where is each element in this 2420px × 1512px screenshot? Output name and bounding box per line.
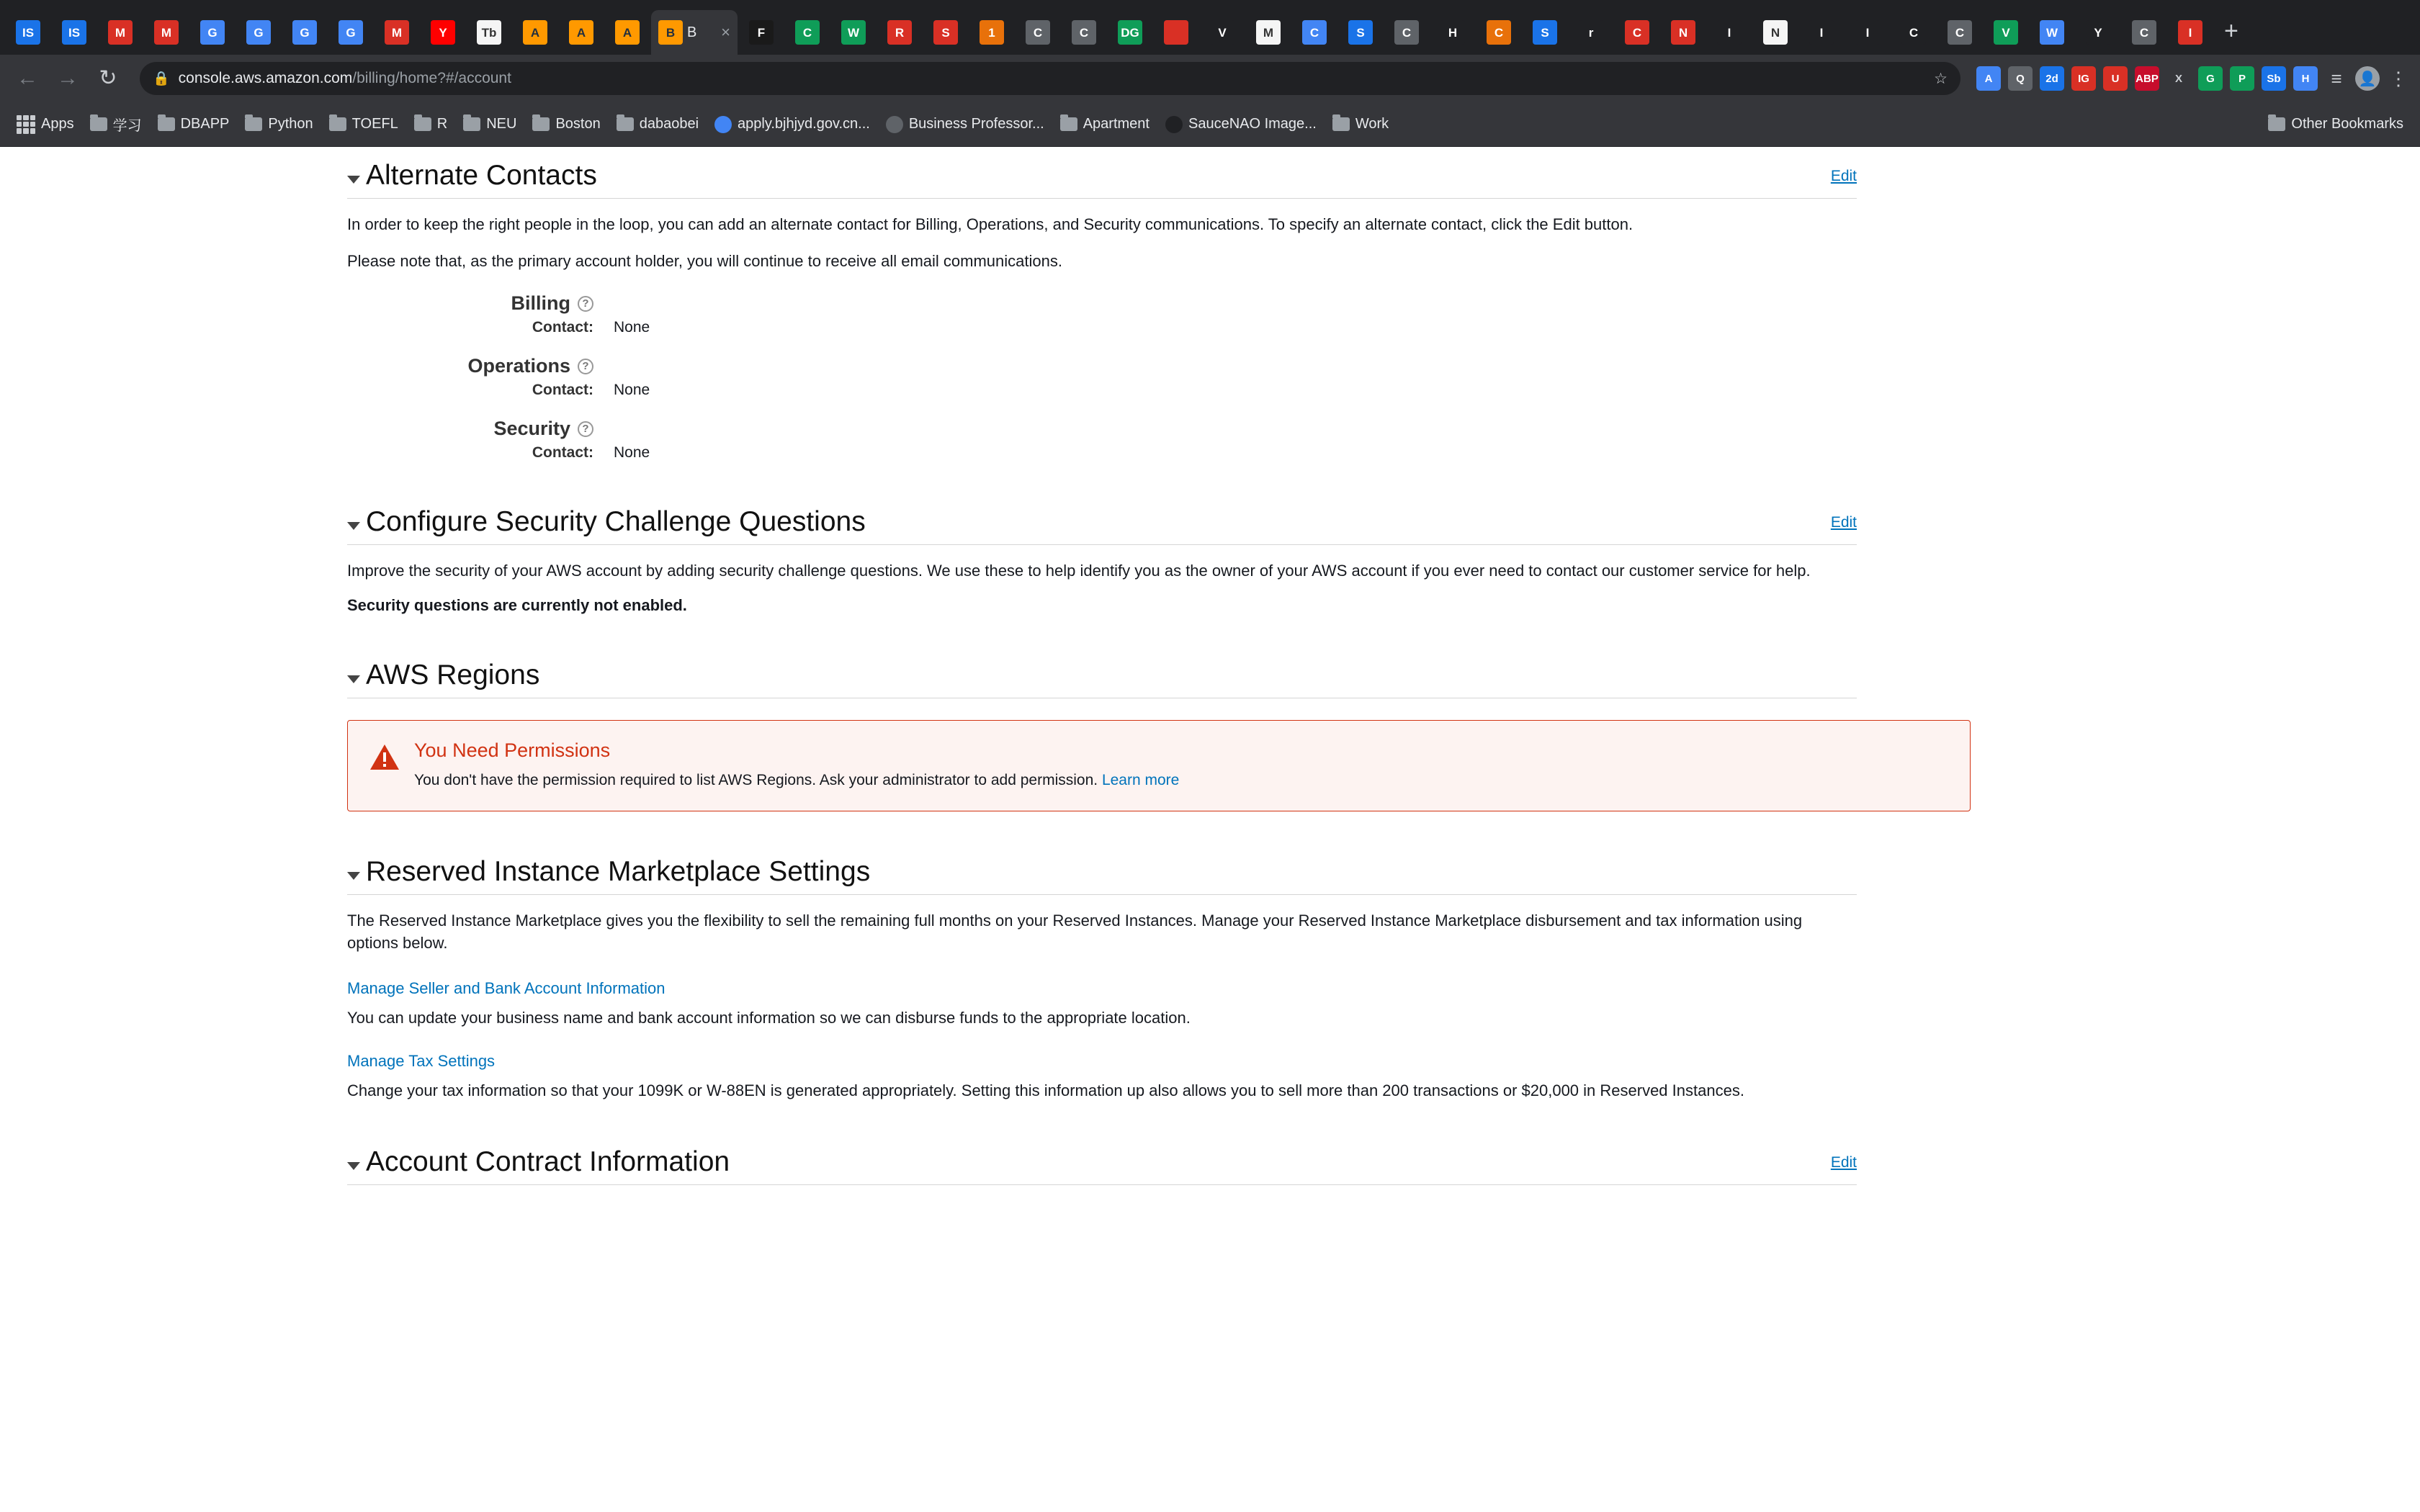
- tab-favicon: B: [658, 20, 683, 45]
- contact-group-title: [347, 292, 593, 315]
- tab[interactable]: [1108, 10, 1152, 55]
- tab-label: B: [687, 24, 697, 40]
- section-title: Reserved Instance Marketplace Settings: [366, 856, 871, 888]
- close-icon[interactable]: ×: [721, 23, 730, 41]
- browser-toolbar: [0, 55, 2420, 102]
- bookmark-item[interactable]: [10, 111, 81, 138]
- contact-row: [347, 382, 1857, 399]
- tab-favicon: C: [1901, 20, 1926, 45]
- tab[interactable]: [375, 10, 419, 55]
- bookmark-label: NEU: [486, 116, 517, 132]
- tab[interactable]: [421, 10, 465, 55]
- tab-favicon: C: [1302, 20, 1327, 45]
- tab-favicon: C: [2132, 20, 2156, 45]
- tab[interactable]: [785, 10, 830, 55]
- chevron-down-icon[interactable]: [347, 522, 360, 530]
- tab-strip: [0, 0, 2420, 55]
- tab[interactable]: [328, 10, 373, 55]
- tab[interactable]: [1384, 10, 1429, 55]
- tab-favicon: M: [1256, 20, 1281, 45]
- contact-group-title: [347, 418, 593, 440]
- tab-favicon: Y: [431, 20, 455, 45]
- bookmark-item[interactable]: [151, 112, 236, 137]
- tab-favicon: 1: [980, 20, 1004, 45]
- contact-field-value: None: [614, 382, 650, 399]
- extension-icon[interactable]: Sb: [2262, 66, 2286, 91]
- tab[interactable]: [877, 10, 922, 55]
- tab[interactable]: [1753, 10, 1798, 55]
- tab[interactable]: [739, 10, 784, 55]
- bookmark-label: Boston: [555, 116, 601, 132]
- tab-favicon: C: [1026, 20, 1050, 45]
- tab[interactable]: [1338, 10, 1383, 55]
- extension-icon[interactable]: IG: [2071, 66, 2096, 91]
- folder-icon: [1332, 117, 1350, 131]
- edit-account-contract-link[interactable]: Edit: [1830, 1153, 1857, 1171]
- bookmark-label: Other Bookmarks: [2291, 116, 2403, 132]
- contact-group-billing: [347, 292, 1857, 315]
- folder-icon: [158, 117, 175, 131]
- alternate-contacts-paragraph-1: In order to keep the right people in the loop, you can add an alternate contact for Billing, Operations, and Security communications. To specify an alternate contact, click the Edit button.: [347, 215, 1634, 233]
- billing-account-content: [347, 147, 1972, 1185]
- chevron-down-icon[interactable]: [347, 872, 360, 880]
- tab-favicon: I: [2178, 20, 2202, 45]
- folder-icon: [1060, 117, 1077, 131]
- contact-row: [347, 444, 1857, 462]
- alert-text: [414, 772, 1948, 789]
- extension-icon[interactable]: P: [2230, 66, 2254, 91]
- tab-favicon: Tb: [477, 20, 501, 45]
- section-header: [347, 856, 1857, 895]
- lock-icon: 🔒: [153, 71, 170, 86]
- tab-favicon: r: [1579, 20, 1603, 45]
- folder-icon: [617, 117, 634, 131]
- bookmark-item[interactable]: [457, 112, 523, 137]
- tab[interactable]: [190, 10, 235, 55]
- tab[interactable]: [98, 10, 143, 55]
- tab[interactable]: [2122, 10, 2166, 55]
- tab-favicon: R: [887, 20, 912, 45]
- tab[interactable]: [1799, 10, 1844, 55]
- security-questions-paragraph: Improve the security of your AWS account by adding security challenge questions. We use these to help identify you as the owner of your AWS account if you ever need to contact our customer service for help.: [347, 562, 1811, 580]
- folder-icon: [532, 117, 550, 131]
- alternate-contacts-paragraph-2: Please note that, as the primary account holder, you will continue to receive all email communications.: [347, 252, 1062, 271]
- reading-list-icon[interactable]: ≡: [2331, 67, 2342, 89]
- tab-favicon: S: [1533, 20, 1557, 45]
- tab-favicon: H: [1440, 20, 1465, 45]
- bookmark-label: Business Professor...: [908, 116, 1044, 132]
- url-path: /billing/home?#/account: [352, 70, 511, 86]
- tab-favicon: G: [246, 20, 271, 45]
- extension-icon[interactable]: ABP: [2135, 66, 2159, 91]
- tab-favicon: C: [1072, 20, 1096, 45]
- tab-favicon: A: [615, 20, 640, 45]
- tab-favicon: A: [569, 20, 593, 45]
- url-domain: console.aws.amazon.com: [178, 70, 353, 86]
- permissions-alert: [347, 720, 1971, 811]
- tab[interactable]: [236, 10, 281, 55]
- new-tab-button[interactable]: +: [2224, 17, 2238, 45]
- chevron-down-icon[interactable]: [347, 1162, 360, 1170]
- contact-field-value: None: [614, 319, 650, 336]
- alert-message: You don't have the permission required to list AWS Regions. Ask your administrator to add permission.: [414, 772, 1098, 789]
- edit-security-questions-link[interactable]: Edit: [1830, 514, 1857, 531]
- bookmark-label: R: [436, 116, 448, 132]
- tab-favicon: M: [385, 20, 409, 45]
- section-title: AWS Regions: [366, 660, 540, 691]
- tab-favicon: G: [200, 20, 225, 45]
- bookmark-item[interactable]: [1159, 112, 1323, 138]
- bookmark-label: SauceNAO Image...: [1188, 116, 1317, 132]
- contact-field-value: None: [614, 444, 650, 462]
- tab-favicon: I: [1717, 20, 1742, 45]
- bookmark-item[interactable]: [323, 112, 405, 137]
- bookmark-label: Work: [1355, 116, 1389, 132]
- contact-group-security: [347, 418, 1857, 440]
- folder-icon: [90, 117, 107, 131]
- tab-favicon: IS: [62, 20, 86, 45]
- bookmarks-bar: [0, 102, 2420, 147]
- forward-icon[interactable]: →: [57, 66, 79, 90]
- extension-icon[interactable]: Q: [2008, 66, 2033, 91]
- tab-favicon: C: [1487, 20, 1511, 45]
- bookmark-label: TOEFL: [351, 116, 398, 132]
- tab[interactable]: [1569, 10, 1613, 55]
- contact-name: Security: [493, 418, 570, 440]
- chrome-menu-icon[interactable]: ⋮: [2389, 67, 2408, 89]
- bookmark-label: 学习: [112, 118, 142, 134]
- bookmark-star-icon[interactable]: ☆: [1934, 70, 1948, 87]
- bookmark-item[interactable]: [238, 112, 319, 137]
- edit-alternate-contacts-link[interactable]: Edit: [1830, 167, 1857, 184]
- tab[interactable]: [1292, 10, 1337, 55]
- help-icon[interactable]: ?: [578, 421, 593, 437]
- contact-group-operations: [347, 355, 1857, 377]
- tab-favicon: IS: [16, 20, 40, 45]
- tab[interactable]: [1523, 10, 1567, 55]
- tab-favicon: C: [1625, 20, 1649, 45]
- tab[interactable]: [923, 10, 968, 55]
- tab-favicon: V: [1994, 20, 2018, 45]
- section-security-questions: [347, 506, 1857, 615]
- section-aws-regions: [347, 660, 1857, 811]
- tab[interactable]: [1154, 10, 1198, 55]
- alert-title: You Need Permissions: [414, 739, 611, 762]
- bookmark-item[interactable]: [526, 112, 606, 137]
- manage-seller-bank-desc: You can update your business name and bank account information so we can disburse funds to the appropriate location.: [347, 1008, 1191, 1027]
- tab[interactable]: [1246, 10, 1291, 55]
- bookmark-item[interactable]: [1326, 112, 1395, 137]
- manage-seller-bank-link[interactable]: Manage Seller and Bank Account Information: [347, 978, 666, 997]
- warning-icon: [369, 744, 400, 771]
- contact-name: Billing: [511, 292, 570, 315]
- address-bar[interactable]: [140, 62, 1960, 95]
- tab-favicon: C: [1394, 20, 1419, 45]
- bookmark-label: Apps: [41, 116, 74, 132]
- bookmark-item[interactable]: [708, 112, 877, 138]
- tab[interactable]: [144, 10, 189, 55]
- chevron-down-icon[interactable]: [347, 176, 360, 184]
- section-header: [347, 160, 1857, 199]
- tab[interactable]: [1476, 10, 1521, 55]
- tab[interactable]: [1661, 10, 1706, 55]
- tab-favicon: W: [841, 20, 866, 45]
- bookmark-item[interactable]: [1054, 112, 1156, 137]
- extension-icon[interactable]: A: [1976, 66, 2001, 91]
- tab-favicon: [1164, 20, 1188, 45]
- tab-favicon: I: [1855, 20, 1880, 45]
- manage-tax-settings-desc: Change your tax information so that your 1099K or W-88EN is generated appropriately. Setting this information up also allows you to sell more than 200 transactions or $20,000 in Reserved Instances.: [347, 1081, 1744, 1099]
- tab[interactable]: [467, 10, 511, 55]
- chevron-down-icon[interactable]: [347, 675, 360, 683]
- folder-icon: [463, 117, 480, 131]
- page-viewport: [0, 147, 2420, 1512]
- tab-favicon: I: [1809, 20, 1834, 45]
- reload-icon[interactable]: ↻: [99, 66, 117, 90]
- tab[interactable]: [2030, 10, 2074, 55]
- tab[interactable]: [1707, 10, 1752, 55]
- tab[interactable]: [1891, 10, 1936, 55]
- page-title: Alternate Contacts: [366, 160, 597, 191]
- tab-favicon: W: [2040, 20, 2064, 45]
- bookmark-label: apply.bjhjyd.gov.cn...: [738, 116, 870, 132]
- folder-icon: [245, 117, 262, 131]
- tab-favicon: G: [339, 20, 363, 45]
- extension-icon[interactable]: 2d: [2040, 66, 2064, 91]
- extension-icon[interactable]: X: [2166, 66, 2191, 91]
- extension-icon[interactable]: U: [2103, 66, 2128, 91]
- back-icon[interactable]: ←: [17, 66, 38, 90]
- tab-favicon: N: [1763, 20, 1788, 45]
- learn-more-link[interactable]: Learn more: [1101, 772, 1180, 789]
- bookmark-item[interactable]: [610, 112, 705, 137]
- tab[interactable]: [605, 10, 650, 55]
- ri-marketplace-paragraph: The Reserved Instance Marketplace gives you the flexibility to sell the remaining full months on your Reserved Instances. Manage your Reserved Instance Marketplace disbursement and tax information using options below.: [347, 912, 1803, 953]
- tab[interactable]: [1200, 10, 1245, 55]
- bookmark-label: Python: [268, 116, 313, 132]
- address-bar-url: [179, 70, 511, 87]
- apps-grid-icon: [17, 115, 35, 134]
- tab[interactable]: [969, 10, 1014, 55]
- bookmark-item[interactable]: [879, 112, 1051, 138]
- tab-favicon: V: [1210, 20, 1234, 45]
- tab-favicon: S: [933, 20, 958, 45]
- tab[interactable]: [1615, 10, 1659, 55]
- tab-active-billing[interactable]: [651, 10, 738, 55]
- contact-name: Operations: [467, 355, 570, 377]
- tab-favicon: C: [1948, 20, 1972, 45]
- tab-favicon: G: [292, 20, 317, 45]
- tab[interactable]: [282, 10, 327, 55]
- tab[interactable]: [2168, 10, 2213, 55]
- tab-favicon: M: [108, 20, 133, 45]
- tab-favicon: N: [1671, 20, 1695, 45]
- contact-row: [347, 319, 1857, 336]
- section-header: [347, 660, 1857, 698]
- tab-favicon: F: [749, 20, 774, 45]
- tab[interactable]: [1016, 10, 1060, 55]
- tab-favicon: Y: [2086, 20, 2110, 45]
- site-icon: [1165, 116, 1183, 133]
- section-header: [347, 506, 1857, 545]
- tab[interactable]: [559, 10, 604, 55]
- section-account-contract: [347, 1146, 1857, 1185]
- section-title: Configure Security Challenge Questions: [366, 506, 866, 538]
- tab[interactable]: [1937, 10, 1982, 55]
- contact-group-title: [347, 355, 593, 377]
- tab-favicon: DG: [1118, 20, 1142, 45]
- bookmark-item[interactable]: [84, 109, 148, 139]
- bookmark-other-bookmarks[interactable]: [2262, 112, 2410, 137]
- section-ri-marketplace: [347, 856, 1857, 1102]
- tab-favicon: M: [154, 20, 179, 45]
- section-title: Account Contract Information: [366, 1146, 730, 1178]
- manage-tax-settings-link[interactable]: Manage Tax Settings: [347, 1051, 496, 1070]
- bookmark-item[interactable]: [408, 112, 454, 137]
- globe-icon: [714, 116, 732, 133]
- tab[interactable]: [1845, 10, 1890, 55]
- bookmark-label: dabaobei: [639, 116, 699, 132]
- folder-icon: [414, 117, 431, 131]
- tab-favicon: C: [795, 20, 820, 45]
- tab[interactable]: [52, 10, 97, 55]
- contact-field-label: Contact:: [532, 444, 593, 462]
- folder-icon: [2268, 117, 2285, 131]
- tab[interactable]: [1430, 10, 1475, 55]
- contact-list: [347, 292, 1857, 462]
- extension-icon[interactable]: H: [2293, 66, 2318, 91]
- tab[interactable]: [1984, 10, 2028, 55]
- tab-favicon: S: [1348, 20, 1373, 45]
- help-icon[interactable]: ?: [578, 359, 593, 374]
- section-header: [347, 1146, 1857, 1185]
- bookmark-label: Apartment: [1083, 116, 1150, 132]
- extension-icon[interactable]: G: [2198, 66, 2223, 91]
- site-icon: [886, 116, 903, 133]
- avatar[interactable]: 👤: [2355, 66, 2380, 91]
- contact-field-label: Contact:: [532, 319, 593, 336]
- tab[interactable]: [2076, 10, 2120, 55]
- tab[interactable]: [1062, 10, 1106, 55]
- tab[interactable]: [6, 10, 50, 55]
- section-alternate-contacts: [347, 160, 1857, 462]
- tab[interactable]: [513, 10, 557, 55]
- tab[interactable]: [831, 10, 876, 55]
- security-questions-status: Security questions are currently not enabled.: [347, 596, 687, 615]
- help-icon[interactable]: ?: [578, 296, 593, 312]
- tab-favicon: A: [523, 20, 547, 45]
- bookmark-label: DBAPP: [180, 116, 230, 132]
- folder-icon: [329, 117, 346, 131]
- contact-field-label: Contact:: [532, 382, 593, 399]
